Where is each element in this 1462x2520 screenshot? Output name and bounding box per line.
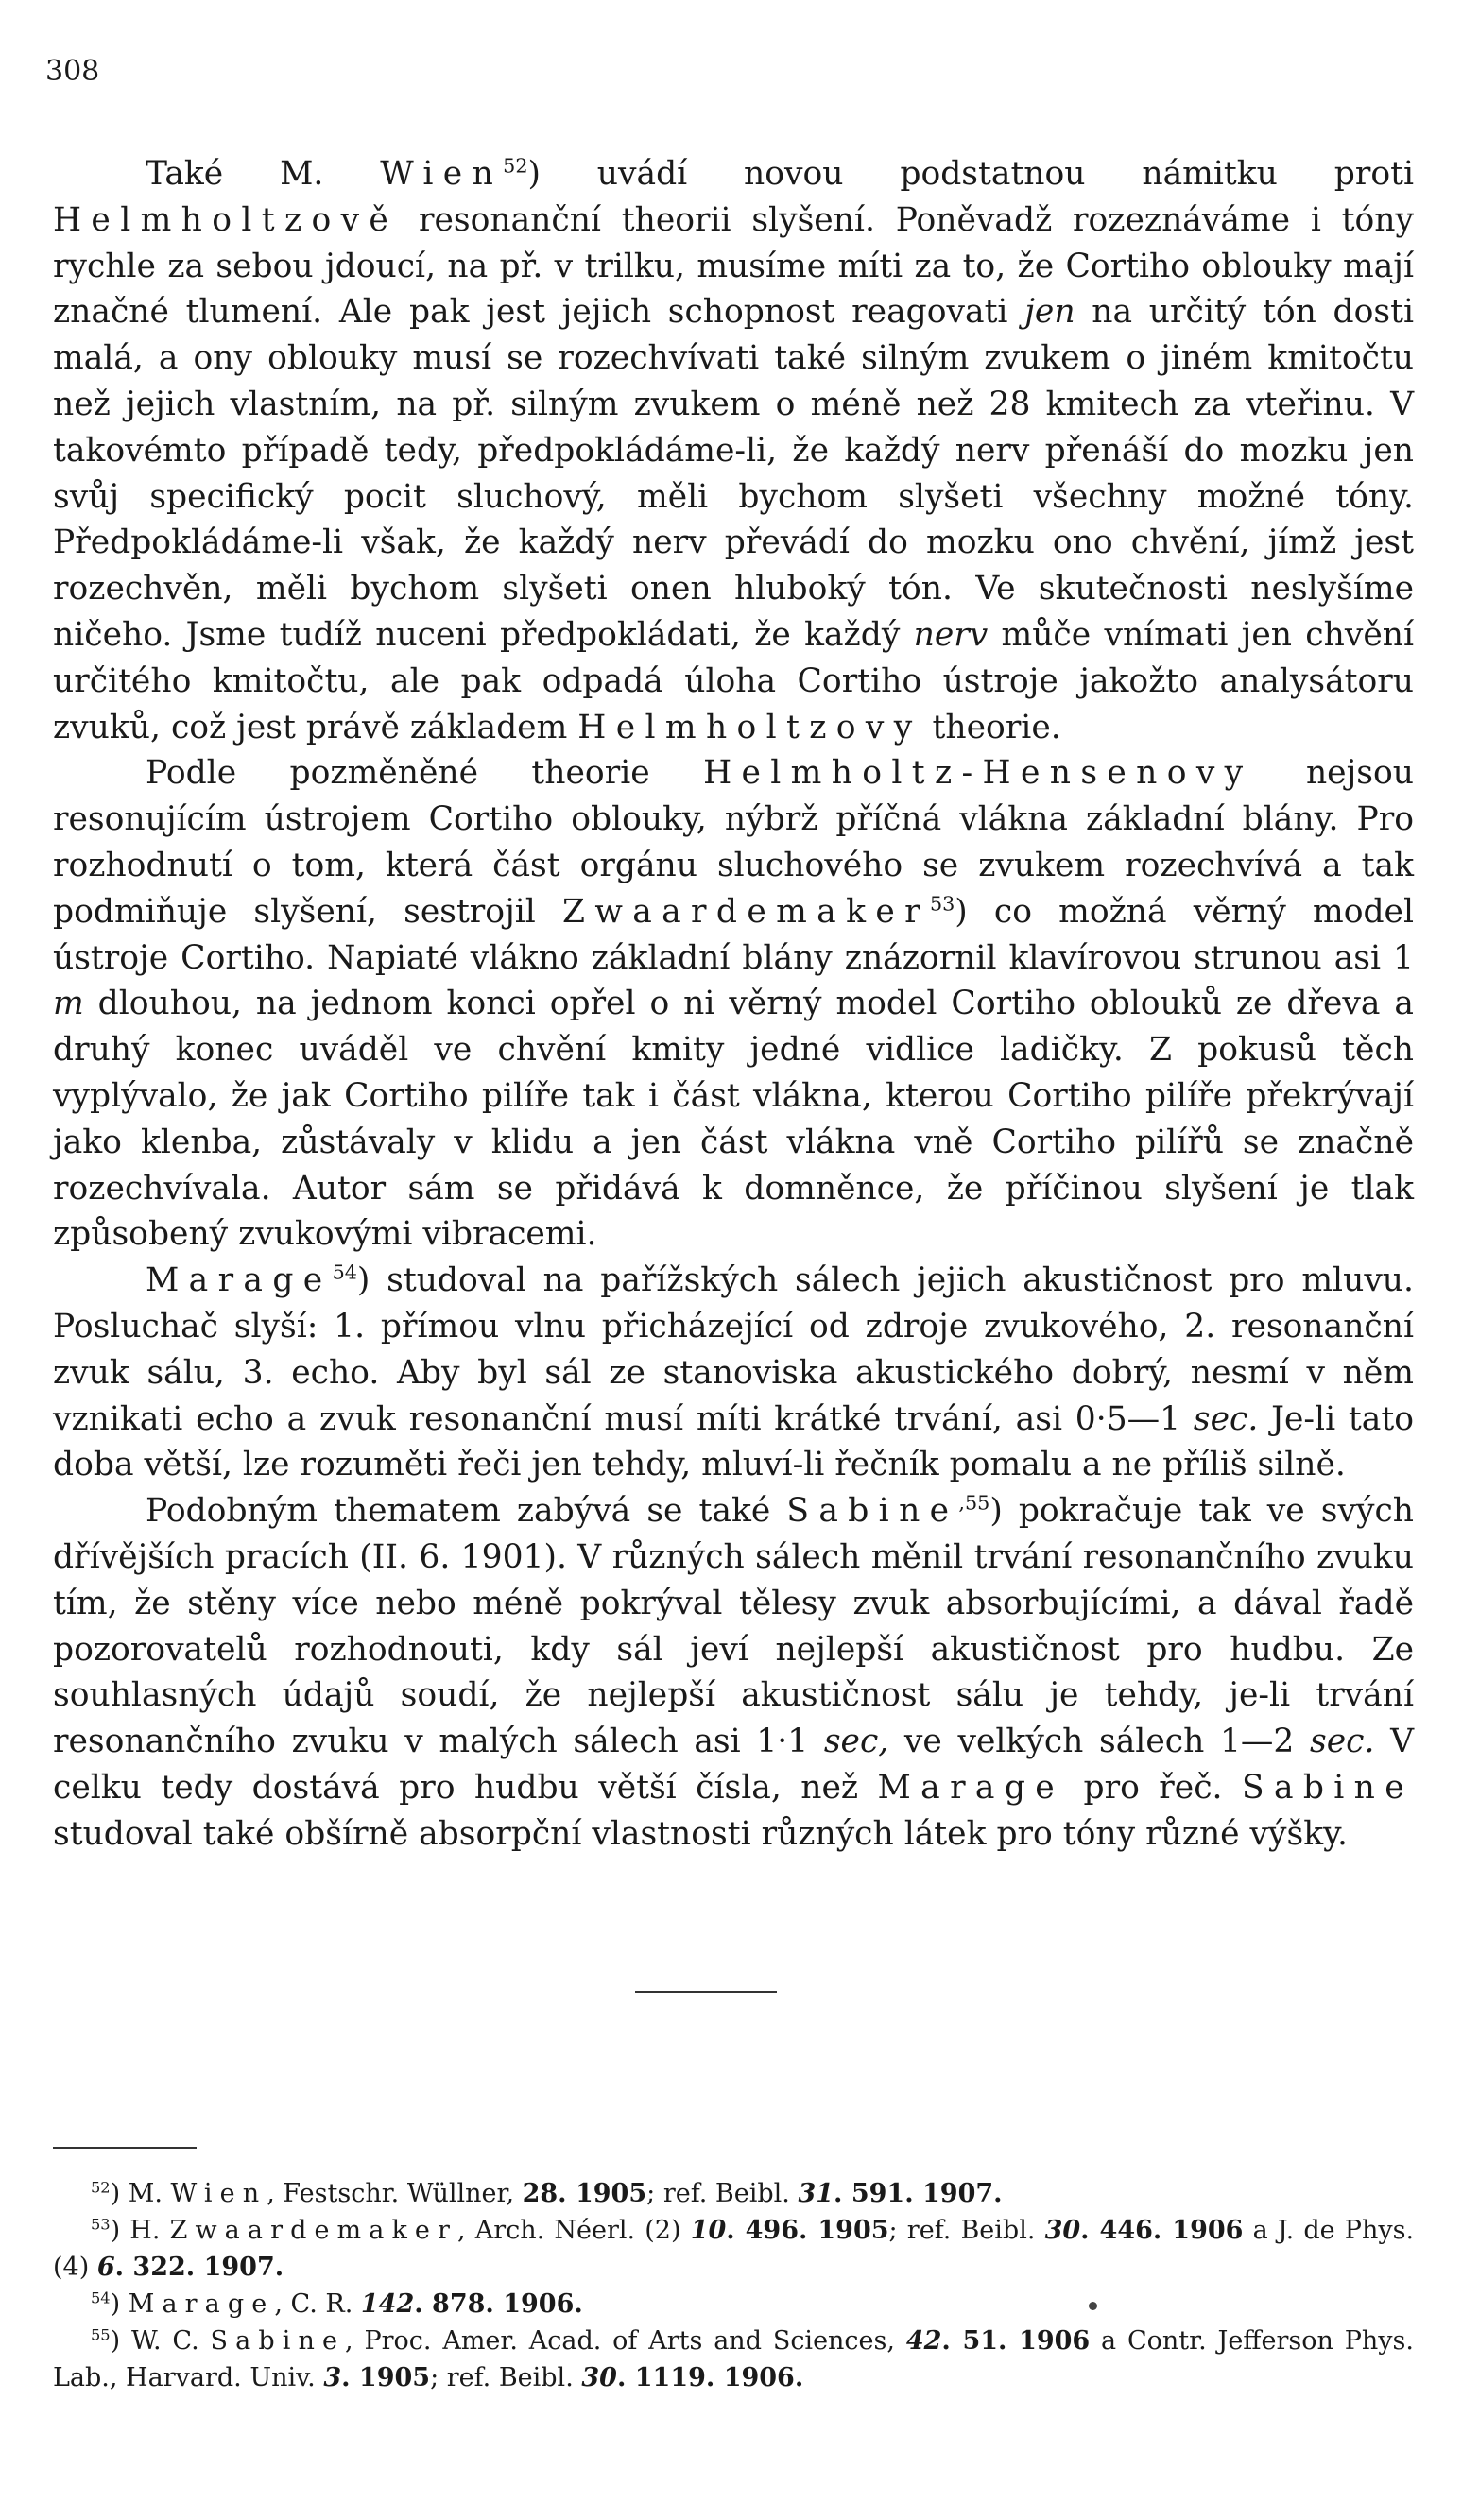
text-run: . 878. 1906. xyxy=(414,2289,583,2319)
page-number: 308 xyxy=(45,55,100,88)
spaced-name: Marage xyxy=(146,1261,333,1300)
text-run: ) xyxy=(110,2289,129,2319)
paragraph xyxy=(53,1258,1414,1488)
text-run: , Festschr. Wüllner, xyxy=(267,2179,523,2208)
text-run: pro řeč. xyxy=(1064,1768,1242,1807)
text-run: m xyxy=(53,985,84,1023)
footnote-ref: 53 xyxy=(91,2215,111,2234)
text-run: 30 xyxy=(581,2363,617,2392)
footnote-ref: 52 xyxy=(91,2178,111,2197)
text-run: ) M. xyxy=(110,2179,171,2208)
text-run: sec. xyxy=(1310,1723,1375,1761)
text-run: . 496. 1905 xyxy=(726,2216,889,2245)
text-run: ) co možná věrný model ústroje Cortiho. Napiaté vlákno základní blány znázornil klavírovou strunou asi 1 xyxy=(53,892,1415,977)
text-run: studoval také obšírně absorpční vlastnosti různých látek pro tóny různé výšky. xyxy=(53,1814,1349,1853)
text-run: resonanční theorii slyšení. Poněvadž rozeznáváme i tóny rychle za sebou jdoucí, na př. v trilku, musíme míti za to, že Cortiho oblouky mají značné tlumení. Ale pak jest jejich schopnost reagovati xyxy=(53,200,1414,332)
footnote-ref: 54 xyxy=(91,2289,111,2307)
paragraph xyxy=(53,151,1414,750)
text-run: ) H. xyxy=(110,2216,170,2245)
text-run: theorie. xyxy=(921,708,1061,746)
text-run: 30 xyxy=(1044,2216,1081,2245)
text-run: sec. xyxy=(1193,1399,1259,1438)
text-run: ) uvádí novou podstatnou námitku proti xyxy=(527,155,1414,193)
print-speck xyxy=(1089,2302,1097,2310)
footnote-ref: 52 xyxy=(503,154,528,178)
text-run: , C. R. xyxy=(274,2289,361,2319)
text-run: 10 xyxy=(690,2216,727,2245)
text-run: ) W. C. xyxy=(110,2326,211,2356)
text-run: sec, xyxy=(823,1723,889,1761)
text-run: 28. 1905 xyxy=(522,2179,647,2208)
text-run: a J. de Phys. (4) xyxy=(53,2216,1415,2282)
text-run: dlouhou, na jednom konci opřel o ni věrný model Cortiho oblouků ze dřeva a druhý konec uváděl ve chvění kmity jedné vidlice ladičky. Z pokusů těch vyplývalo, že jak Cortiho pilíře tak i část vlákna, kterou Cortiho pilíře překrývají jako klenba, zůstávaly v klidu a jen část vlákna vně Cortiho pilířů se značně rozechvívala. Autor sám se přidává k domněnce, že příčinou slyšení je tlak způsobený zvukovými vibracemi. xyxy=(53,985,1414,1254)
footnote xyxy=(53,2323,1414,2396)
text-run: 31 xyxy=(798,2179,834,2208)
section-divider xyxy=(635,1991,777,1993)
spaced-name: Zwaardemaker xyxy=(562,892,930,931)
footnote-ref: 54 xyxy=(332,1260,357,1284)
text-run: Také M. xyxy=(146,155,381,193)
text-run: . 591. 1907. xyxy=(834,2179,1003,2208)
spaced-name: Wien xyxy=(170,2179,267,2208)
footnote-ref: 55 xyxy=(91,2325,111,2344)
spaced-name: Zwaardemaker xyxy=(169,2216,457,2245)
text-run: ; ref. Beibl. xyxy=(430,2363,582,2392)
text-run: nerv xyxy=(913,615,989,654)
spaced-name: Helmholtz-Hensenovy xyxy=(703,754,1253,793)
text-run: . 446. 1906 xyxy=(1080,2216,1244,2245)
text-run: , Arch. Néerl. (2) xyxy=(457,2216,691,2245)
text-run: nejsou resonujícím ústrojem Cortiho oblouky, nýbrž příčná vlákna základní blány. Pro rozhodnutí o tom, která část orgánu sluchového se zvukem rozechvívá a tak podmiňuje slyšení, sestrojil xyxy=(53,754,1414,931)
text-run: , Proc. Amer. Acad. of Arts and Sciences, xyxy=(345,2326,906,2356)
text-run: Podle pozměněné theorie xyxy=(146,754,704,793)
text-run: ) pokračuje tak ve svých dřívějších pracích (II. 6. 1901). V různých sálech měnil trvání resonančního zvuku tím, že stěny více nebo méně pokrýval tělesy zvuk absorbujícími, a dával řadě pozorovatelů rozhodnouti, kdy sál jeví nejlepší akustičnost pro hudbu. Ze souhlasných údajů soudí, že nejlepší akustičnost sálu je tehdy, je-li trvání resonančního zvuku v malých sálech asi 1·1 xyxy=(53,1492,1414,1761)
text-run: na určitý tón dosti malá, a ony oblouky musí se rozechvívati také silným zvukem o jiném kmitočtu než jejich vlastním, na př. silným zvukem o méně než 28 kmitech za vteřinu. V takovémto případě tedy, předpokládáme-li, že každý nerv přenáší do mozku jen svůj specifický pocit sluchový, měli bychom slyšeti všechny možné tóny. Předpokládáme-li však, že každý nerv převádí do mozku ono chvění, jímž jest rozechvěn, měli bychom slyšeti onen hluboký tón. Ve skutečnosti neslyšíme ničeho. Jsme tudíž nuceni předpokládati, že každý xyxy=(53,293,1414,654)
spaced-name: Helmholtzově xyxy=(53,200,399,239)
text-run: . 1119. 1906. xyxy=(616,2363,804,2392)
text-run: . 51. 1906 xyxy=(941,2326,1091,2356)
spaced-name: Marage xyxy=(128,2289,275,2319)
text-run: ) studoval na pařížských sálech jejich akustičnost pro mluvu. Posluchač slyší: 1. přímou vlnu přicházející od zdroje zvukového, 2. resonanční zvuk sálu, 3. echo. Aby byl sál ze stanoviska akustického dobrý, nesmí v něm vznikati echo a zvuk resonanční musí míti krátké trvání, asi 0·5—1 xyxy=(53,1261,1414,1438)
footnote-ref: 53 xyxy=(929,892,955,916)
text-run: Podobným thematem zabývá se také xyxy=(146,1492,787,1531)
paragraph xyxy=(53,1488,1414,1857)
spaced-name: Sabine xyxy=(210,2326,346,2356)
paragraph xyxy=(53,750,1414,1258)
text-run: ve velkých sálech 1—2 xyxy=(888,1723,1310,1761)
text-run: 6 xyxy=(96,2253,115,2282)
spaced-name: Marage xyxy=(877,1768,1065,1807)
footnotes xyxy=(53,2175,1414,2396)
text-run: 142 xyxy=(360,2289,415,2319)
text-run: . 322. 1907. xyxy=(114,2253,284,2282)
text-run: ; ref. Beibl. xyxy=(646,2179,799,2208)
spaced-name: Helmholtzovy xyxy=(577,708,922,746)
text-run: 3 xyxy=(323,2363,342,2392)
text-run: 42 xyxy=(905,2326,942,2356)
text-run: můče vnímati jen chvění určitého kmitočtu, ale pak odpadá úloha Cortiho ústroje jakožto analysátoru zvuků, což jest právě základem xyxy=(53,615,1414,746)
footnote xyxy=(53,2286,1414,2323)
text-run: a Contr. Jefferson Phys. Lab., Harvard. Univ. xyxy=(53,2326,1414,2392)
spaced-name: Wien xyxy=(380,155,504,193)
spaced-name: Sabine xyxy=(786,1492,959,1531)
spaced-name: Sabine xyxy=(1241,1768,1415,1807)
footnote-divider xyxy=(53,2147,197,2149)
text-run: . 1905 xyxy=(341,2363,431,2392)
main-text xyxy=(53,151,1414,1857)
text-run: jen xyxy=(1024,293,1075,332)
text-run: ; ref. Beibl. xyxy=(888,2216,1045,2245)
text-run: V celku tedy dostává pro hudbu větší čísla, než xyxy=(53,1723,1414,1807)
footnote-ref: ,55 xyxy=(958,1491,990,1515)
footnote xyxy=(53,2175,1414,2212)
footnote xyxy=(53,2212,1414,2286)
text-run: Je-li tato doba větší, lze rozuměti řeči jen tehdy, mluví-li řečník pomalu a ne příliš silně. xyxy=(53,1399,1414,1484)
